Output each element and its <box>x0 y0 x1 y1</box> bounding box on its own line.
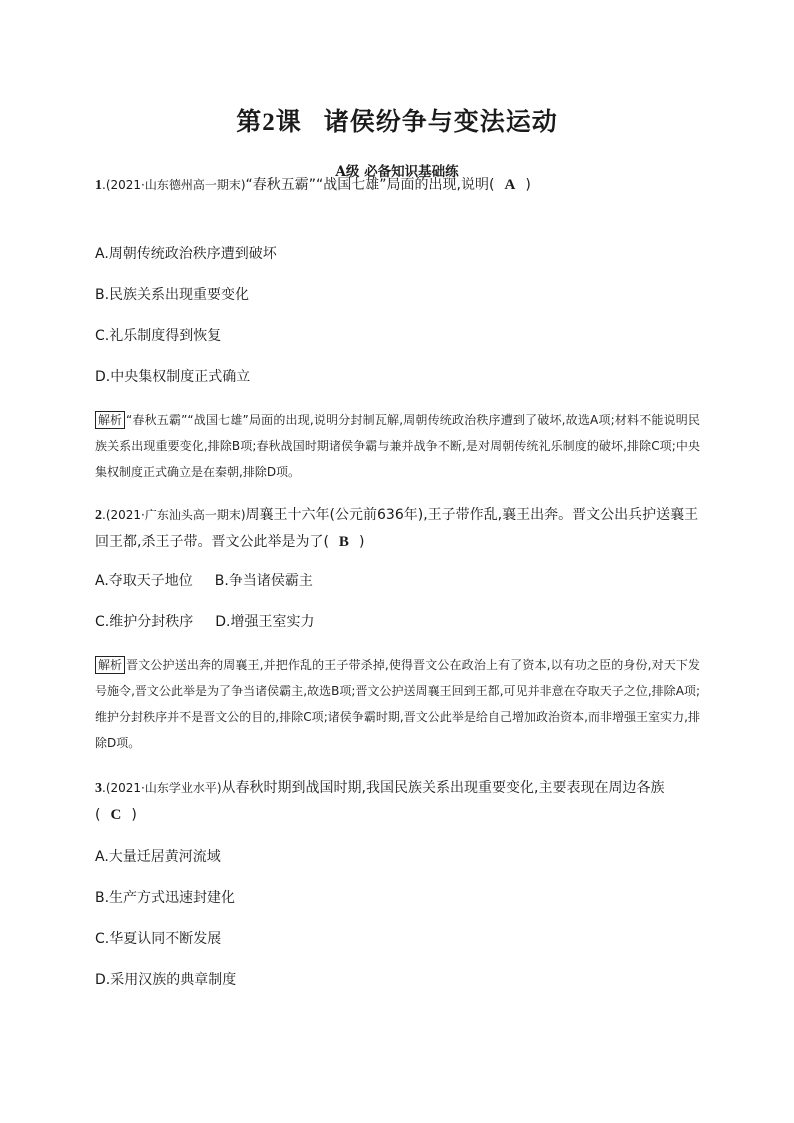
question-number: 2 <box>95 508 102 523</box>
question-3-stem <box>95 775 700 828</box>
question-2-stem <box>95 502 700 555</box>
question-3-option-a: A.大量迁居黄河流域 <box>95 849 221 865</box>
question-source: .(2021·山东学业水平) <box>102 781 222 795</box>
question-text: 周襄王十六年(公元前636年),王子带作乱,襄王出奔。晋文公出兵护送襄王回王都,杀王子带。晋文公此举是为了( <box>95 507 699 550</box>
question-1-explanation <box>95 407 700 485</box>
question-1-option-a: A.周朝传统政治秩序遭到破坏 <box>95 246 277 262</box>
question-source: .(2021·山东德州高一期末) <box>102 178 246 192</box>
question-paren-open: ( <box>95 807 101 823</box>
question-2-option-d: D.增强王室实力 <box>215 614 315 630</box>
question-1-option-d: D.中央集权制度正式确立 <box>95 369 251 385</box>
question-1-option-c: C.礼乐制度得到恢复 <box>95 328 222 344</box>
section-heading: A级 必备知识基础练 <box>335 164 459 180</box>
question-paren-close: ) <box>525 177 531 193</box>
question-1-option-b: B.民族关系出现重要变化 <box>95 287 250 303</box>
title-lesson: 课 <box>275 107 302 136</box>
question-source: .(2021·广东汕头高一期末) <box>102 508 246 522</box>
lesson-name: 诸侯纷争与变法运动 <box>323 107 558 136</box>
question-paren-close: ) <box>131 807 137 823</box>
lesson-number: 2 <box>262 109 276 136</box>
question-3-option-b: B.生产方式迅速封建化 <box>95 890 236 906</box>
title-prefix: 第 <box>236 107 263 136</box>
answer-letter: A <box>504 177 516 193</box>
question-3-option-c: C.华夏认同不断发展 <box>95 931 222 947</box>
explanation-text: 晋文公护送出奔的周襄王,并把作乱的王子带杀掉,使得晋文公在政治上有了资本,以有功之臣的身份,对天下发号施令,晋文公此举是为了争当诸侯霸主,故选B项;晋文公护送周襄王回到王都,可见并非意在夺取天子之位,排除A项;维护分封秩序并不是晋文公的目的,排除C项;诸侯争霸时期,晋文公此举是给自己增加政治资本,而非增强王室实力,排除D项。 <box>95 658 700 750</box>
question-2-options-row-1 <box>95 571 313 591</box>
explanation-text: “春秋五霸”“战国七雄”局面的出现,说明分封制瓦解,周朝传统政治秩序遭到了破坏,故选A项;材料不能说明民族关系出现重要变化,排除B项;春秋战国时期诸侯争霸与兼并战争不断,是对周朝传统礼乐制度的破坏,排除C项;中央集权制度正式确立是在秦朝,排除D项。 <box>95 413 700 479</box>
question-text: “春秋五霸”“战国七雄”局面的出现,说明( <box>245 177 495 193</box>
question-paren-close: ) <box>358 534 365 550</box>
question-2-option-a: A.夺取天子地位 <box>95 573 193 589</box>
question-number: 3 <box>95 781 102 796</box>
question-2-options-row-2 <box>95 612 314 632</box>
lesson-title <box>0 102 794 138</box>
answer-letter: C <box>110 807 122 823</box>
question-number: 1 <box>95 178 102 193</box>
question-3-option-d: D.采用汉族的典章制度 <box>95 972 237 988</box>
answer-letter: B <box>338 534 349 550</box>
question-1-stem <box>95 172 700 199</box>
question-text: 从春秋时期到战国时期,我国民族关系出现重要变化,主要表现在周边各族 <box>221 780 665 796</box>
question-2-option-c: C.维护分封秩序 <box>95 614 194 630</box>
question-2-option-b: B.争当诸侯霸主 <box>214 573 313 589</box>
explanation-tag: 解析 <box>95 656 125 674</box>
explanation-tag: 解析 <box>95 411 125 429</box>
question-2-explanation <box>95 652 700 756</box>
